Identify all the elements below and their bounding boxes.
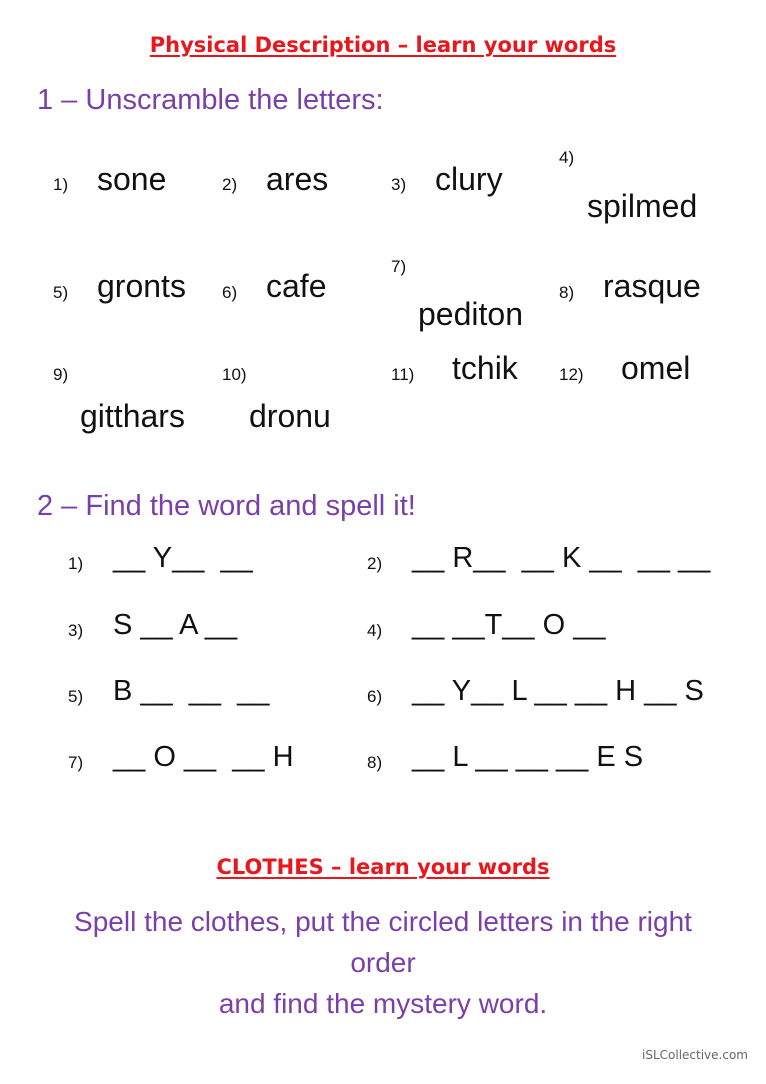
spell-item-4-pattern: __ __T__ O __ bbox=[412, 609, 606, 641]
spell-item-3-number: 3) bbox=[68, 621, 84, 640]
scramble-item-12-number: 12) bbox=[559, 365, 584, 384]
clothes-title: CLOTHES – learn your words bbox=[216, 855, 550, 879]
scramble-item-7-word: pediton bbox=[418, 296, 523, 332]
spell-item-2-number: 2) bbox=[367, 554, 383, 573]
spell-item-6-number: 6) bbox=[367, 687, 383, 706]
spell-item-7-pattern: __ O __ __ H bbox=[113, 741, 294, 773]
scramble-item-6-number: 6) bbox=[222, 283, 238, 302]
scramble-item-9-number: 9) bbox=[53, 365, 69, 384]
spell-item-6-pattern: __ Y__ L __ __ H __ S bbox=[412, 675, 704, 707]
spell-item-1-pattern: __ Y__ __ bbox=[113, 542, 253, 574]
scramble-item-1-word: sone bbox=[97, 161, 167, 197]
scramble-item-6-word: cafe bbox=[266, 268, 327, 304]
scramble-item-3-number: 3) bbox=[391, 175, 407, 194]
scramble-item-11-word: tchik bbox=[452, 350, 518, 386]
section1-heading: 1 – Unscramble the letters: bbox=[37, 84, 384, 116]
spell-item-3-pattern: S __ A __ bbox=[113, 609, 238, 641]
scramble-item-4-word: spilmed bbox=[587, 188, 698, 224]
scramble-item-8-number: 8) bbox=[559, 283, 575, 302]
scramble-item-9-word: gitthars bbox=[80, 398, 185, 434]
scramble-item-2-word: ares bbox=[266, 161, 329, 197]
scramble-item-7-number: 7) bbox=[391, 257, 407, 276]
clothes-instruction-line1: Spell the clothes, put the circled letters in the right bbox=[74, 906, 692, 937]
scramble-item-1-number: 1) bbox=[53, 175, 69, 194]
scramble-item-10-number: 10) bbox=[222, 365, 247, 384]
spell-item-8-number: 8) bbox=[367, 753, 383, 772]
spell-item-4-number: 4) bbox=[367, 621, 383, 640]
spell-item-5-pattern: B __ __ __ bbox=[113, 675, 270, 707]
clothes-instruction-line2: order bbox=[350, 947, 416, 978]
spell-item-2-pattern: __ R__ __ K __ __ __ bbox=[412, 542, 711, 574]
site-watermark: iSLCollective.com bbox=[642, 1048, 748, 1062]
scramble-item-4-number: 4) bbox=[559, 148, 575, 167]
scramble-item-10-word: dronu bbox=[249, 398, 331, 434]
scramble-item-2-number: 2) bbox=[222, 175, 238, 194]
spell-item-1-number: 1) bbox=[68, 554, 84, 573]
scramble-item-3-word: clury bbox=[435, 161, 503, 197]
scramble-item-5-word: gronts bbox=[97, 268, 186, 304]
scramble-item-8-word: rasque bbox=[603, 268, 701, 304]
page-title: Physical Description – learn your words bbox=[149, 33, 617, 57]
spell-item-8-pattern: __ L __ __ __ E S bbox=[412, 741, 644, 773]
spell-item-5-number: 5) bbox=[68, 687, 84, 706]
scramble-item-11-number: 11) bbox=[391, 365, 415, 384]
scramble-item-12-word: omel bbox=[621, 350, 691, 386]
section2-heading: 2 – Find the word and spell it! bbox=[37, 490, 416, 522]
spell-item-7-number: 7) bbox=[68, 753, 84, 772]
scramble-item-5-number: 5) bbox=[53, 283, 69, 302]
clothes-instruction-line3: and find the mystery word. bbox=[218, 988, 548, 1019]
